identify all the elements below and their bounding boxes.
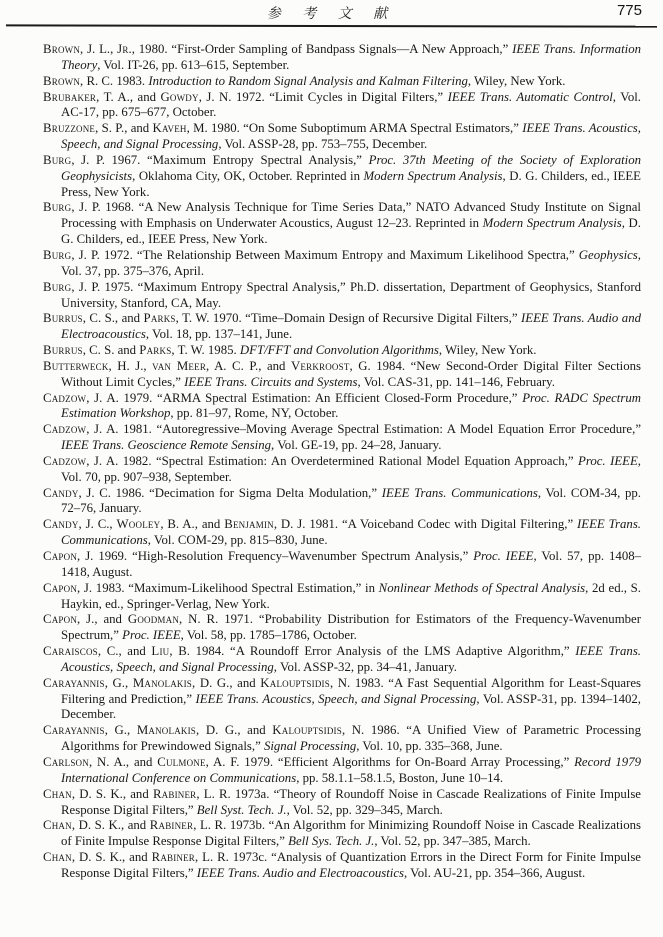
author-name: Cadzow bbox=[43, 390, 87, 405]
ref-text: , Vol. 52, pp. 347–385, March. bbox=[374, 834, 531, 849]
ref-text: , Vol. ASSP-31, pp. 1394–1402, December. bbox=[61, 691, 642, 722]
author-name: Chan bbox=[43, 850, 72, 865]
reference-entry bbox=[43, 549, 641, 581]
ref-text: , D. G., and bbox=[192, 675, 261, 690]
ref-text: , T. W. 1985. bbox=[171, 343, 240, 358]
author-name: Liu bbox=[151, 644, 170, 659]
author-name: Carayannis bbox=[43, 675, 105, 690]
italic-title: Signal Processing bbox=[263, 739, 357, 754]
ref-text: , Vol. 70, pp. 907–938, September. bbox=[61, 453, 641, 484]
italic-title: Nonlinear Methods of Spectral Analysis bbox=[378, 580, 586, 595]
reference-entry bbox=[43, 818, 641, 850]
author-name: Brown bbox=[43, 42, 81, 56]
author-name: Brubaker bbox=[43, 89, 97, 104]
author-name: Kalouptsidis bbox=[272, 723, 342, 738]
italic-title: IEEE Trans. Communications bbox=[381, 485, 538, 500]
author-name: Rabiner bbox=[152, 786, 197, 801]
author-name: Wooley bbox=[116, 517, 161, 532]
ref-text: , Vol. 37, pp. 375–376, April. bbox=[61, 247, 641, 278]
ref-text: , G., bbox=[104, 723, 137, 738]
author-name: Burrus bbox=[43, 343, 83, 358]
ref-text: , Vol. AU-21, pp. 354–366, August. bbox=[404, 865, 586, 880]
reference-entry bbox=[43, 517, 641, 549]
author-name: Kaveh bbox=[152, 121, 187, 136]
author-name: Parks bbox=[139, 343, 172, 358]
author-name: Butterweck bbox=[43, 358, 109, 373]
ref-text: , J. A. 1982. “Spectral Estimation: An Overdetermined Rational Model Equation Approach,” bbox=[86, 453, 579, 468]
ref-text: , M. 1980. “On Some Suboptimum ARMA Spectral Estimators,” bbox=[186, 121, 523, 136]
reference-entry bbox=[43, 121, 641, 153]
ref-text: , D. S. K., and bbox=[71, 818, 150, 833]
author-name: Capon bbox=[43, 549, 78, 563]
ref-text: , pp. 81–97, Rome, NY, October. bbox=[170, 406, 339, 421]
author-name: Brown bbox=[43, 73, 81, 88]
author-name: Carayannis bbox=[43, 723, 105, 738]
ref-text: , C. S., and bbox=[82, 311, 144, 326]
author-name: Goodman bbox=[127, 612, 180, 627]
reference-entry bbox=[43, 74, 641, 90]
ref-text: , Vol. ASSP-32, pp. 34–41, January. bbox=[273, 659, 457, 674]
ref-text: , Vol. 52, pp. 329–345, March. bbox=[286, 802, 443, 817]
author-name: Burg bbox=[43, 200, 72, 215]
ref-text: ., 1980. “First-Order Sampling of Bandpass Signals—A New Approach,” bbox=[128, 42, 513, 56]
ref-text: , J. P. 1972. “The Relationship Between Maximum Entropy and Maximum Likelihood Spectra,” bbox=[71, 247, 579, 262]
italic-title: IEEE Trans. Acoustics, Speech, and Signal Processing bbox=[195, 691, 477, 706]
ref-text: , A. C. P., and bbox=[206, 358, 291, 373]
author-name: Benjamin bbox=[224, 517, 274, 532]
author-name: Manolakis bbox=[136, 723, 197, 738]
italic-title: DFT/FFT and Convolution Algorithms bbox=[239, 343, 439, 358]
reference-entry bbox=[43, 42, 641, 74]
reference-entry bbox=[43, 612, 641, 644]
reference-entry bbox=[43, 200, 641, 248]
ref-text: , Vol. AC-17, pp. 675–677, October. bbox=[61, 89, 641, 120]
ref-text: , N. 1983. “A Fast Sequential Algorithm for Least-Squares Filtering and Prediction,” bbox=[61, 675, 641, 706]
ref-text: , J. 1969. “High-Resolution Frequency–Wavenumber Spectrum Analysis,” bbox=[77, 549, 474, 563]
author-name: Jr bbox=[117, 42, 129, 56]
ref-text: , J. P. 1975. “Maximum Entropy Spectral Analysis,” Ph.D. dissertation, Department of Geophysics, Stanford University, Stanford, CA, May. bbox=[61, 279, 641, 310]
ref-text: , N. A., and bbox=[88, 754, 158, 769]
italic-title: Record 1979 International Conference on Communications bbox=[61, 754, 641, 785]
italic-title: Proc. RADC Spectrum Estimation Workshop bbox=[61, 390, 641, 421]
ref-text: , Oklahoma City, OK, October. Reprinted in bbox=[132, 168, 364, 183]
ref-text: , J. L., bbox=[80, 42, 118, 56]
author-name: Chan bbox=[43, 818, 72, 833]
reference-entry bbox=[43, 153, 641, 201]
italic-title: IEEE Trans. Acoustics, Speech, and Signal Processing bbox=[61, 121, 641, 152]
reference-entry bbox=[43, 391, 641, 423]
italic-title: IEEE Trans. Acoustics, Speech, and Signal Processing bbox=[61, 644, 641, 674]
ref-text: , S. P., and bbox=[95, 121, 153, 136]
ref-text: , Vol. GE-19, pp. 24–28, January. bbox=[271, 438, 442, 453]
author-name: Bruzzone bbox=[43, 121, 96, 136]
ref-text: , Vol. IT-26, pp. 613–615, September. bbox=[97, 57, 290, 72]
header-rule bbox=[6, 24, 657, 27]
author-name: Parks bbox=[143, 311, 176, 326]
ref-text: , pp. 58.1.1–58.1.5, Boston, June 10–14. bbox=[296, 770, 504, 785]
ref-text: , T. W. 1970. “Time–Domain Design of Recursive Digital Filters,” bbox=[175, 311, 521, 326]
ref-text: , J. P. 1967. “Maximum Entropy Spectral Analysis,” bbox=[71, 152, 369, 167]
author-name: Gowdy bbox=[160, 89, 199, 104]
ref-text: , B. 1984. “A Roundoff Error Analysis of the LMS Adaptive Algorithm,” bbox=[169, 644, 576, 659]
page-number: 775 bbox=[616, 2, 642, 19]
reference-entry bbox=[43, 676, 641, 724]
reference-entry bbox=[43, 343, 641, 359]
author-name: Capon bbox=[43, 612, 78, 627]
ref-text: , Vol. 58, pp. 1785–1786, October. bbox=[180, 628, 357, 643]
ref-text: , Vol. COM-29, pp. 815–830, June. bbox=[147, 533, 328, 548]
ref-text: , 2d ed., S. Haykin, ed., Springer-Verlag, New York. bbox=[61, 580, 641, 611]
author-name: Burrus bbox=[43, 311, 83, 326]
italic-title: IEEE Trans. Communications bbox=[61, 517, 641, 548]
italic-title: IEEE Trans. Geoscience Remote Sensing bbox=[61, 438, 272, 453]
reference-entry bbox=[43, 280, 641, 312]
reference-entry bbox=[43, 787, 641, 819]
ref-text: , D. G. Childers, ed., IEEE Press, New York. bbox=[61, 168, 641, 199]
ref-text: , J. N. 1972. “Limit Cycles in Digital Filters,” bbox=[198, 89, 448, 104]
ref-text: , D. S. K., and bbox=[71, 786, 153, 801]
ref-text: , G. 1984. “New Second-Order Digital Filter Sections Without Limit Cycles,” bbox=[61, 358, 641, 389]
italic-title: Introduction to Random Signal Analysis and Kalman Filtering bbox=[148, 73, 468, 88]
ref-text: , R. C. 1983. bbox=[80, 73, 149, 88]
ref-text: , Vol. 18, pp. 137–141, June. bbox=[145, 327, 293, 342]
ref-text: , D. G., and bbox=[196, 723, 273, 738]
ref-text: , Vol. CAS-31, pp. 141–146, February. bbox=[357, 374, 555, 389]
italic-title: Bell Sys. Tech. J. bbox=[288, 834, 375, 849]
author-name: Capon bbox=[43, 580, 78, 595]
reference-entry bbox=[43, 723, 641, 755]
author-name: Caraiscos bbox=[43, 644, 98, 659]
author-name: Kalouptsidis bbox=[260, 675, 330, 690]
italic-title: IEEE Trans. Audio and Electroacoustics bbox=[61, 311, 641, 342]
ref-text: , J., and bbox=[77, 612, 128, 627]
author-name: Burg bbox=[43, 152, 72, 167]
ref-text: , D. J. 1981. “A Voiceband Codec with Digital Filtering,” bbox=[273, 517, 578, 532]
italic-title: Proc. IEEE bbox=[578, 453, 638, 468]
reference-entry bbox=[43, 850, 641, 882]
ref-text: , L. R. 1973a. “Theory of Roundoff Noise in Cascade Realizations of Finite Impulse Response Digital Filters,” bbox=[61, 786, 641, 817]
ref-text: , D. G. Childers, ed., IEEE Press, New York. bbox=[61, 216, 641, 247]
italic-title: IEEE Trans. Automatic Control bbox=[447, 89, 613, 104]
ref-text: , Wiley, New York. bbox=[438, 343, 537, 358]
author-name: Rabiner bbox=[149, 818, 194, 833]
ref-text: , Wiley, New York. bbox=[467, 73, 566, 88]
author-name: Chan bbox=[43, 786, 72, 801]
italic-title: Proc. IEEE bbox=[473, 549, 534, 563]
ref-text: , C. S. and bbox=[82, 343, 140, 358]
italic-title: Proc. IEEE bbox=[122, 628, 181, 643]
references-list bbox=[43, 42, 641, 882]
reference-entry bbox=[43, 644, 641, 676]
author-name: Candy bbox=[43, 485, 79, 500]
ref-text: , J. 1983. “Maximum-Likelihood Spectral Estimation,” in bbox=[77, 580, 379, 595]
italic-title: Modern Spectrum Analysis bbox=[482, 216, 622, 231]
author-name: Culmone bbox=[157, 754, 206, 769]
italic-title: Proc. 37th Meeting of the Society of Exploration Geophysicists bbox=[61, 152, 642, 183]
ref-text: , Vol. 10, pp. 335–368, June. bbox=[356, 739, 503, 754]
reference-entry bbox=[43, 755, 641, 787]
ref-text: , Vol. 57, pp. 1408–1418, August. bbox=[61, 549, 642, 579]
italic-title: Geophysics bbox=[578, 247, 638, 262]
author-name: Burg bbox=[43, 279, 72, 294]
ref-text: , T. A., and bbox=[96, 89, 161, 104]
ref-text: , L. R. 1973c. “Analysis of Quantization Errors in the Direct Form for Finite Impulse Response Digital Filters,” bbox=[61, 850, 641, 880]
reference-entry bbox=[43, 581, 641, 613]
ref-text: , Vol. ASSP-28, pp. 753–755, December. bbox=[218, 137, 428, 152]
ref-text: , Vol. COM-34, pp. 72–76, January. bbox=[61, 485, 641, 516]
reference-entry bbox=[43, 359, 641, 391]
reference-entry bbox=[43, 248, 641, 280]
italic-title: IEEE Trans. Circuits and Systems bbox=[184, 374, 358, 389]
ref-text: , H. J., bbox=[108, 358, 153, 373]
author-name: Verkroost bbox=[290, 358, 350, 373]
ref-text: , C., and bbox=[97, 644, 152, 659]
ref-text: , J. A. 1981. “Autoregressive–Moving Average Spectral Estimation: A Model Equation Error Procedure,” bbox=[86, 422, 641, 437]
reference-entry bbox=[43, 311, 641, 343]
ref-text: , N. 1986. “A Unified View of Parametric Processing Algorithms for Prewindowed Signals,” bbox=[61, 723, 641, 754]
reference-entry bbox=[43, 486, 641, 518]
reference-entry bbox=[43, 454, 641, 486]
author-name: Rabiner bbox=[151, 850, 196, 865]
ref-text: , J. C. 1986. “Decimation for Sigma Delta Modulation,” bbox=[78, 485, 382, 500]
author-name: Burg bbox=[43, 247, 72, 262]
italic-title: IEEE Trans. Audio and Electroacoustics bbox=[196, 865, 405, 880]
page-header-title: 参 考 文 献 bbox=[266, 7, 397, 22]
ref-text: , J. A. 1979. “ARMA Spectral Estimation: An Efficient Closed-Form Procedure,” bbox=[86, 390, 523, 405]
ref-text: , N. R. 1971. “Probability Distribution for Estimators of the Frequency-Wavenumber Spectrum,” bbox=[61, 612, 642, 643]
ref-text: , J. C., bbox=[78, 517, 117, 532]
ref-text: , A. F. 1979. “Efficient Algorithms for On-Board Array Processing,” bbox=[205, 754, 575, 769]
author-name: Cadzow bbox=[43, 453, 87, 468]
italic-title: IEEE Trans. Information Theory bbox=[61, 42, 641, 72]
italic-title: Bell Syst. Tech. J. bbox=[196, 802, 287, 817]
author-name: Carlson bbox=[43, 754, 89, 769]
author-name: Cadzow bbox=[43, 422, 87, 437]
reference-entry bbox=[43, 90, 641, 122]
reference-entry bbox=[43, 422, 641, 454]
ref-text: , L. R. 1973b. “An Algorithm for Minimizing Roundoff Noise in Cascade Realizations of Finite Impulse Response Digital Filters,” bbox=[61, 818, 641, 849]
ref-text: , B. A., and bbox=[160, 517, 225, 532]
italic-title: Modern Spectrum Analysis bbox=[363, 168, 503, 183]
ref-text: , D. S. K., and bbox=[71, 850, 152, 865]
author-name: Candy bbox=[43, 517, 79, 532]
author-name: van Meer bbox=[152, 358, 207, 373]
author-name: Manolakis bbox=[132, 675, 193, 690]
ref-text: , J. P. 1968. “A New Analysis Technique for Time Series Data,” NATO Advanced Study Institute on Signal Processing with Emphasis on Underwater Acoustics, August 12–23. Reprinted in bbox=[61, 200, 641, 231]
ref-text: , G., bbox=[104, 675, 133, 690]
